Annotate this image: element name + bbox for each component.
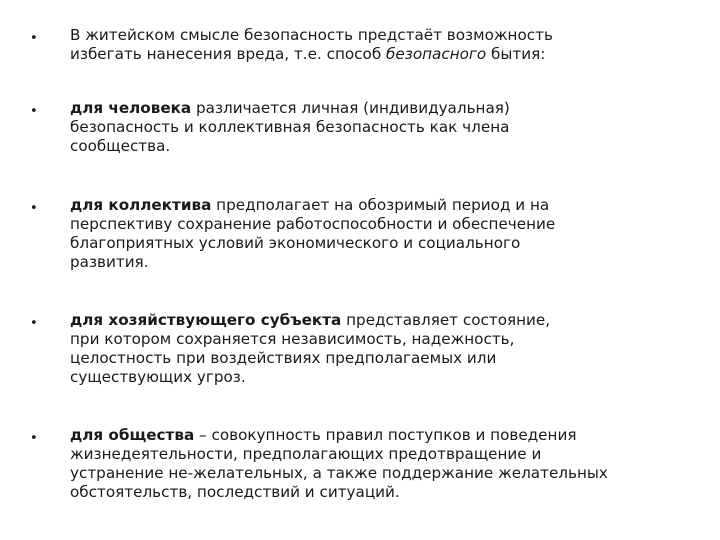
bullet-text-part: бытия: — [486, 45, 546, 63]
bullet-text — [70, 311, 690, 387]
bullet-item-for-person — [30, 99, 690, 156]
bullet-text — [70, 26, 690, 64]
bullet-text-rest: – совокупность правил поступков и поведения жизнедеятельности, предполагающих предотвращение и устранение не-желательных, а также поддержание желательных обстоятельств, последствий и ситуаций. — [70, 426, 608, 501]
bullet-item-everyday-meaning — [30, 26, 690, 64]
bullet-text — [70, 196, 690, 272]
bullet-text — [70, 99, 690, 156]
bullet-lead-term: для человека — [70, 99, 192, 117]
bullet-lead-term: для общества — [70, 426, 195, 444]
bullet-text-rest: предполагает на обозримый период и на перспективу сохранение работоспособности и обеспечение благоприятных условий экономического и социального развития. — [70, 196, 556, 271]
bullet-text-part: В житейском смысле безопасность предстаёт возможность избегать нанесения вреда, т.е. способ — [70, 26, 553, 63]
bullet-lead-term: для коллектива — [70, 196, 212, 214]
bullet-dot-icon: • — [30, 316, 38, 331]
bullet-text-rest: представляет состояние, при котором сохраняется независимость, надежность, целостность при воздействиях предполагаемых или существующих угроз. — [70, 311, 551, 386]
bullet-text — [70, 426, 690, 502]
bullet-dot-icon: • — [30, 31, 38, 46]
bullet-item-for-collective — [30, 196, 690, 272]
bullet-text-emphasis: безопасного — [386, 45, 487, 63]
bullet-dot-icon: • — [30, 431, 38, 446]
bullet-dot-icon: • — [30, 201, 38, 216]
bullet-item-for-society — [30, 426, 690, 502]
bullet-text-rest: различается личная (индивидуальная) безопасность и коллективная безопасность как члена сообщества. — [70, 99, 510, 155]
bullet-dot-icon: • — [30, 104, 38, 119]
bullet-item-for-business-entity — [30, 311, 690, 387]
bullet-lead-term: для хозяйствующего субъекта — [70, 311, 342, 329]
